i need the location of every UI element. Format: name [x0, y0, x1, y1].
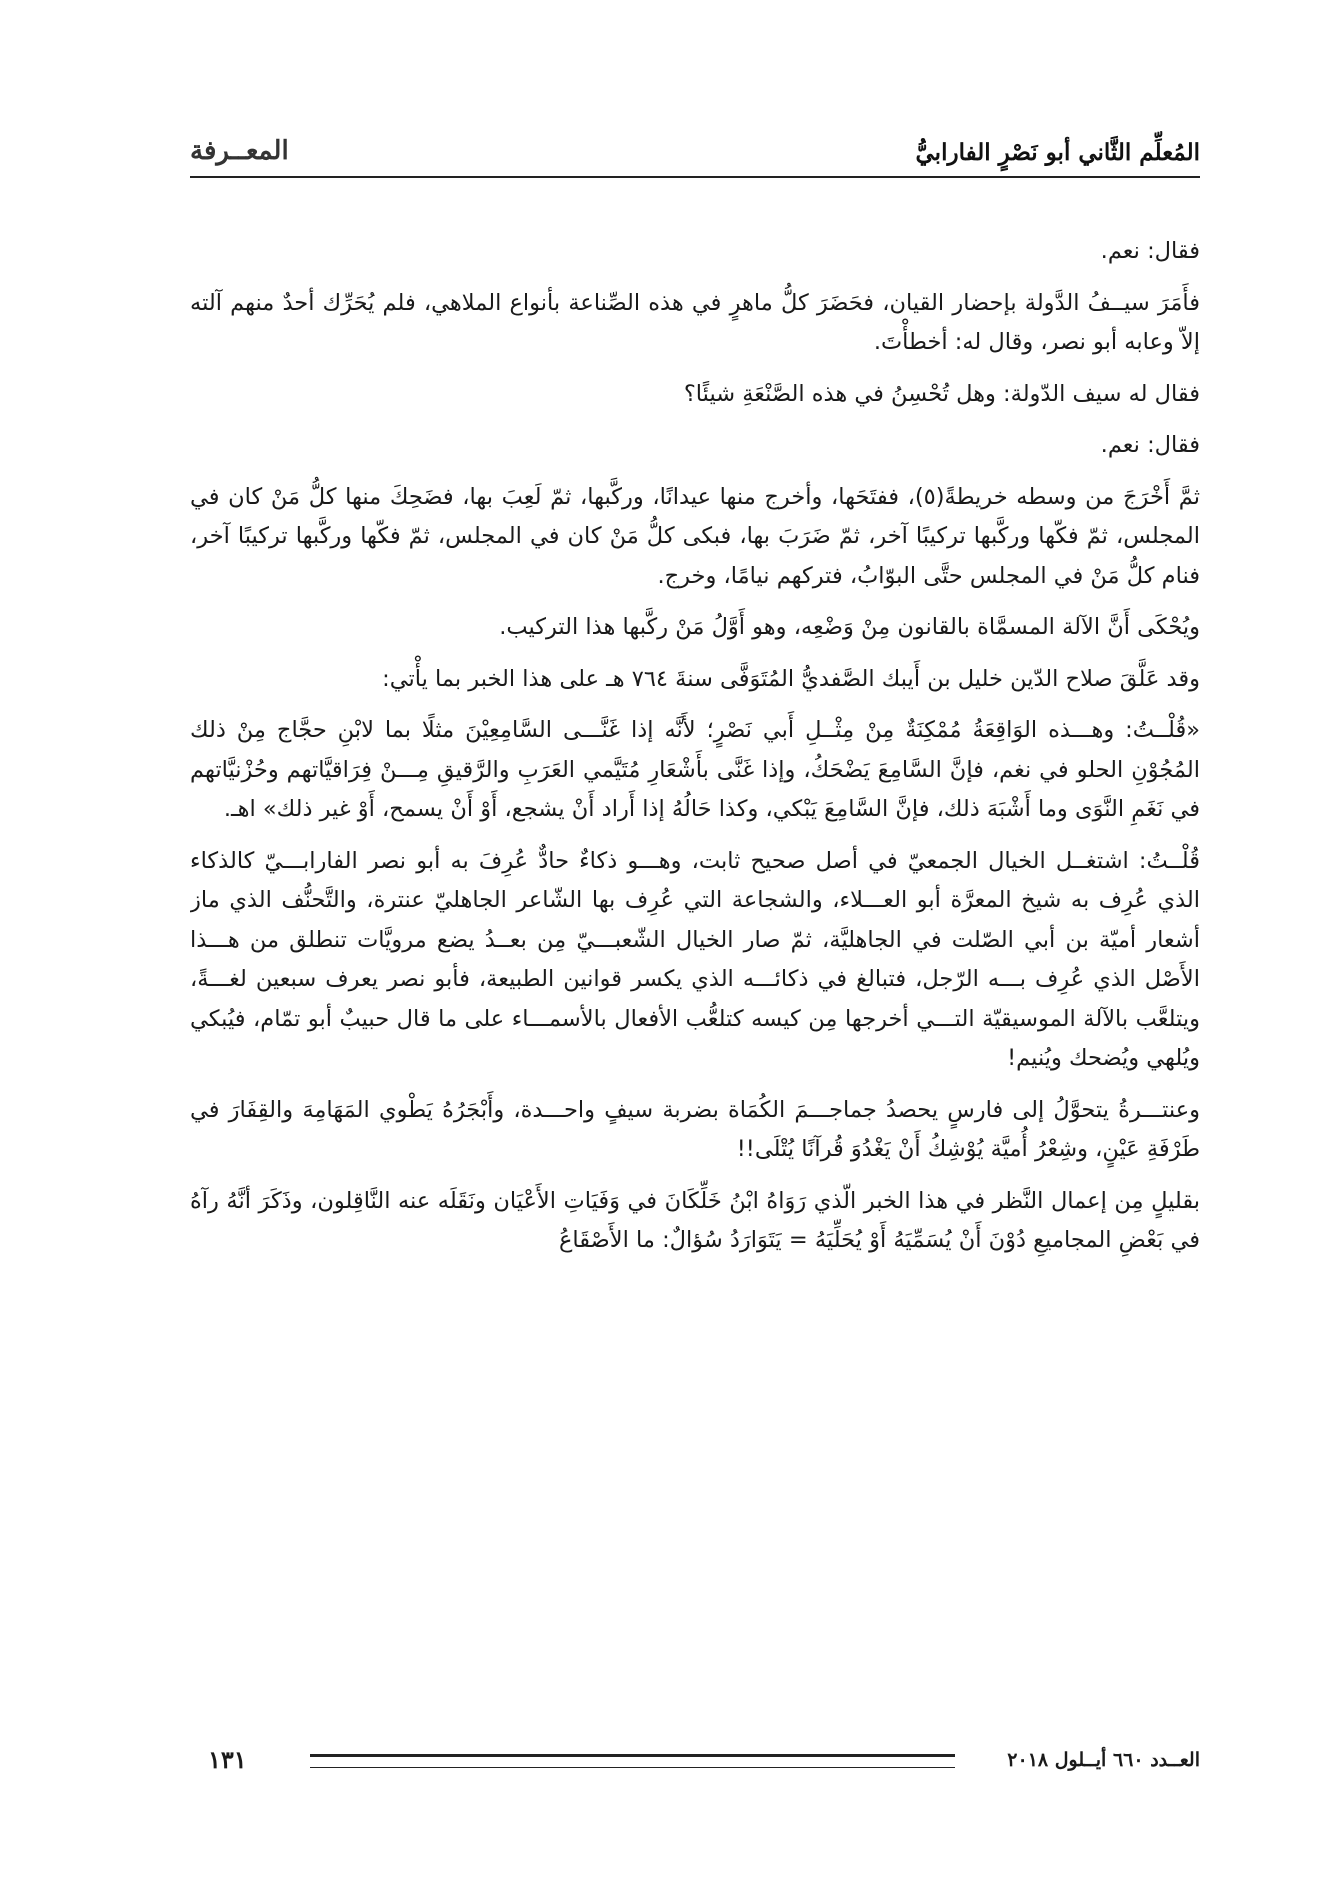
- paragraph: وعنتـــرةُ يتحوَّلُ إلى فارسٍ يحصدُ جماجـــمَ الكُمَاة بضربة سيفٍ واحـــدة، وأَبْجَرُهُ يَطْوي المَهَامِهَ والقِفَارَ في طَرْفَةِ عَيْنٍ، وشِعْرُ أُميَّة يُوْشِكُ أَنْ يَغْدُوَ قُرآنًا يُتْلَى!!: [190, 1096, 1200, 1162]
- page-header: [190, 132, 1200, 166]
- paragraph: ثمَّ أَخْرَجَ من وسطه خريطةً(٥)، ففتَحَها، وأخرج منها عيدانًا، وركَّبها، ثمّ لَعِبَ بها، فضَحِكَ منها كلُّ مَنْ كان في المجلس، ثمّ فكّها وركَّبها تركيبًا آخر، ثمّ ضَرَبَ بها، فبكى كلُّ مَنْ كان في المجلس، ثمّ فكّها وركَّبها تركيبًا آخر، فنام كلُّ مَنْ في المجلس حتَّى البوّابُ، فتركهم نيامًا، وخرج.: [190, 483, 1200, 589]
- paragraph: فقال له سيف الدّولة: وهل تُحْسِنُ في هذه الصَّنْعَةِ شيئًا؟: [683, 380, 1200, 407]
- header-divider: [190, 176, 1200, 178]
- issue-label: العــدد ٦٦٠ أيــلول ٢٠١٨: [1007, 1749, 1200, 1771]
- quote-paragraph: «قُلْــتُ: وهـــذه الوَاقِعَةُ مُمْكِنَةٌ مِنْ مِثْــلِ أَبي نَصْرٍ؛ لأَنَّه إذا غَنَّـــى السَّامِعِيْنَ مثلًا بما لابْنِ حجَّاج مِنْ ذلك المُجُوْنِ الحلو في نغم، فإنَّ السَّامِعَ يَضْحَكُ، وإذا غَنَّى بأَشْعَارِ مُتَيَّمي العَرَبِ والرَّقيقِ مِـــنْ فِرَاقيَّاتهم وحُزْنيَّاتهم في نَغَمِ النَّوَى وما أَشْبَهَ ذلك، فإنَّ السَّامِعَ يَبْكي، وكذا حَالُهُ إذا أَراد أَنْ يشجع، أَوْ أَنْ يسمح، أَوْ غير ذلك» اهـ.: [190, 717, 1200, 822]
- footer-divider: [310, 1754, 955, 1768]
- paragraph: وقد عَلَّقَ صلاح الدّين خليل بن أَيبك الصَّفديُّ المُتَوَفَّى سنةَ ٧٦٤ هـ على هذا الخبر بما يأْتي:: [382, 665, 1200, 692]
- paragraph: فأَمَرَ سيــفُ الدَّولة بإحضار القيان، فحَضَرَ كلُّ ماهرٍ في هذه الصِّناعة بأنواع الملاهي، فلم يُحَرِّك أحدٌ منهم آلته إلاّ وعابه أبو نصر، وقال له: أخطأْتَ.: [190, 289, 1200, 355]
- page-number: ١٣١: [208, 1745, 247, 1774]
- page-footer: [190, 1745, 1200, 1785]
- paragraph: فقال: نعم.: [1100, 238, 1200, 264]
- magazine-logo: المعــرفة: [190, 136, 289, 166]
- paragraph: ويُحْكَى أَنَّ الآلة المسمَّاة بالقانون مِنْ وَضْعِه، وهو أَوَّلُ مَنْ ركَّبها هذا التركيب.: [499, 614, 1200, 640]
- running-title: المُعلِّم الثَّاني أبو نَصْرٍ الفارابيُّ: [915, 139, 1200, 166]
- paragraph: بقليلٍ مِن إعمال النَّظر في هذا الخبر الّذي رَوَاهُ ابْنُ خَلِّكَانَ في وَفَيَاتِ الأَعْيَان ونَقَلَه عنه النَّاقِلون، وذَكَرَ أنَّهُ رآهُ في بَعْضِ المجاميعِ دُوْنَ أَنْ يُسَمِّيَهُ أَوْ يُحَلِّيَهُ = يَتَوَارَدُ سُؤالٌ: ما الأَصْقَاعُ: [190, 1187, 1200, 1253]
- paragraph: قُلْــتُ: اشتغــل الخيال الجمعيّ في أصل صحيح ثابت، وهـــو ذكاءٌ حادٌّ عُرِفَ به أبو نصر الفارابـــيّ كالذكاء الذي عُرِف به شيخ المعرَّة أبو العـــلاء، والشجاعة التي عُرِف بها الشّاعر الجاهليّ عنترة، والتَّحنُّف الذي ماز أشعار أميّة بن أبي الصّلت في الجاهليَّة، ثمّ صار الخيال الشّعبـــيّ مِن بعــدُ يضع مرويَّات تنطلق من هـــذا الأَصْل الذي عُرِف بـــه الرّجل، فتبالغ في ذكائـــه الذي يكسر قوانين الطبيعة، فأبو نصر يعرف سبعين لغـــةً، ويتلعَّب بالآلة الموسيقيّة التـــي أخرجها مِن كيسه كتلعُّب الأفعال بالأسمـــاء على ما قال حبيبٌ أبو تمّام، فيُبكي ويُلهي ويُضحك ويُنيم!: [190, 847, 1200, 1071]
- paragraph: فقال: نعم.: [1100, 432, 1200, 458]
- article-body: [190, 232, 1200, 1637]
